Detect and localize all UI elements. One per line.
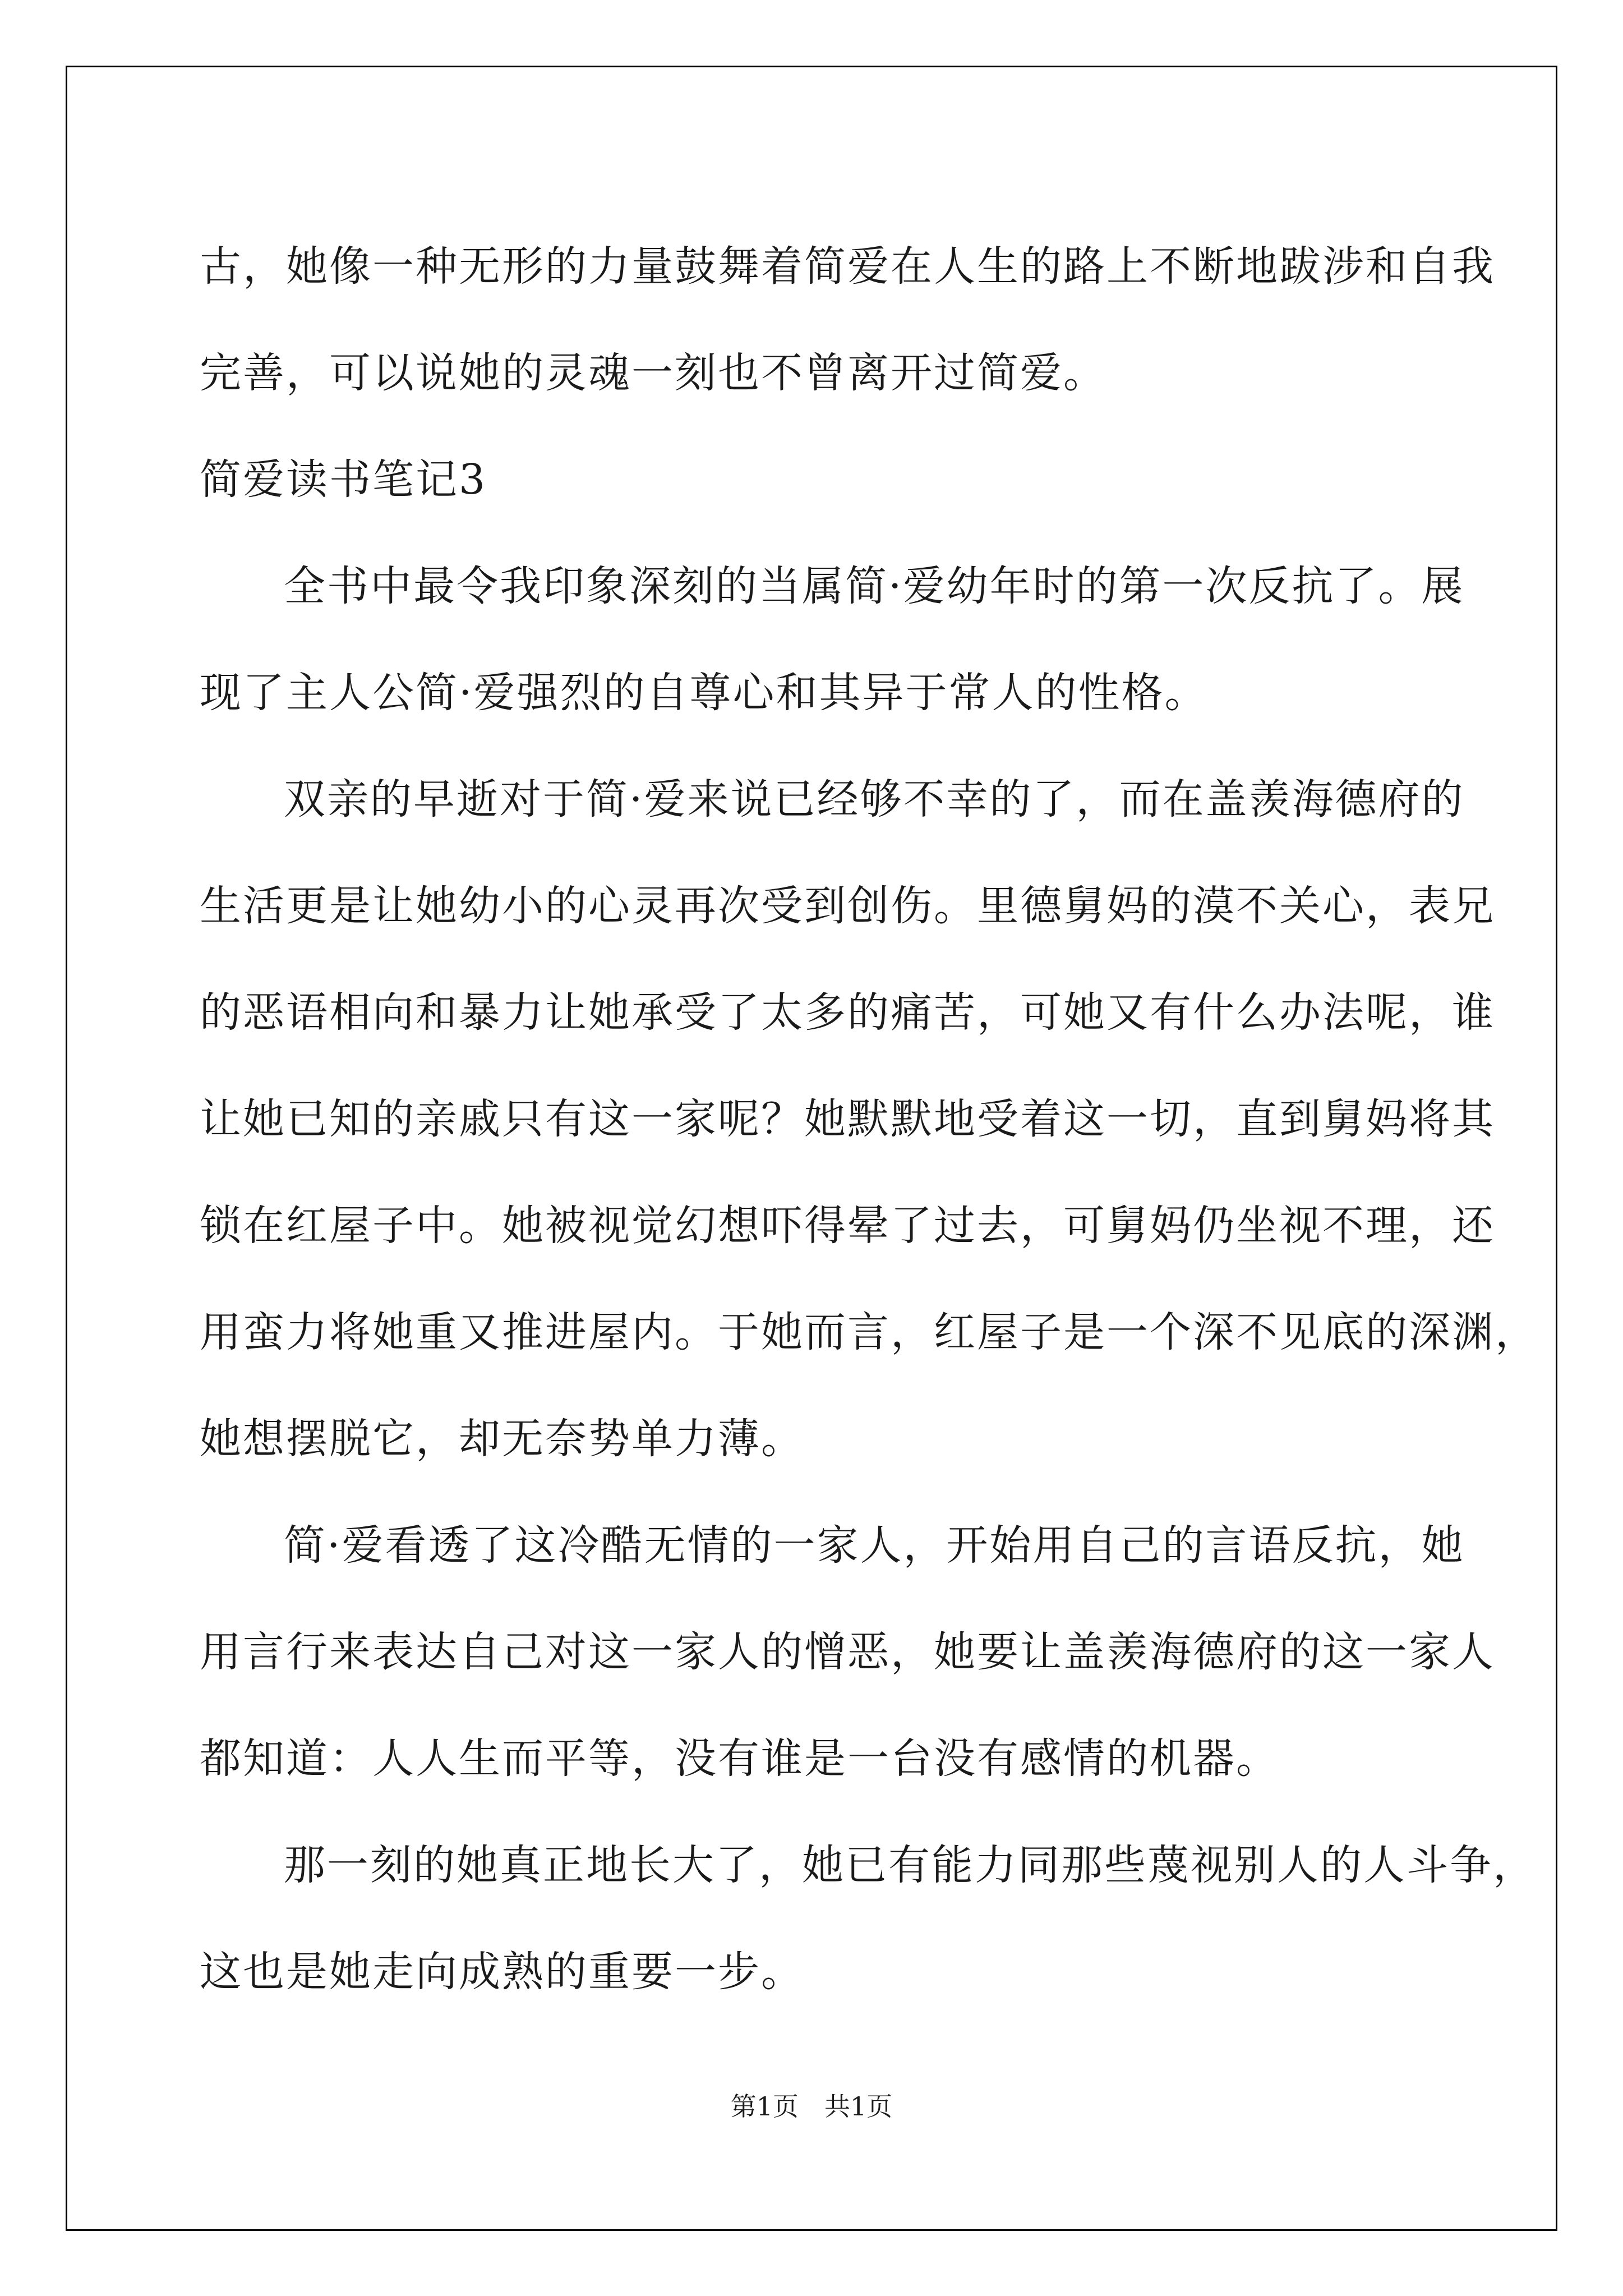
text-line: 让她已知的亲戚只有这一家呢？她默默地受着这一切，直到舅妈将其	[200, 1095, 1495, 1143]
text-line: 用蛮力将她重又推进屋内。于她而言，红屋子是一个深不见底的深渊，	[200, 1308, 1538, 1356]
page-number-footer: 第1页 共1页	[730, 2091, 893, 2122]
text-line: 全书中最令我印象深刻的当属简·爱幼年时的第一次反抗了。展	[284, 562, 1465, 610]
text-line: 生活更是让她幼小的心灵再次受到创伤。里德舅妈的漠不关心，表兄	[200, 882, 1495, 930]
document-body	[200, 213, 1538, 2025]
text-line: 那一刻的她真正地长大了，她已有能力同那些蔑视别人的人斗争，	[284, 1841, 1536, 1889]
text-line: 用言行来表达自己对这一家人的憎恶，她要让盖羡海德府的这一家人	[200, 1628, 1495, 1676]
text-line: 锁在红屋子中。她被视觉幻想吓得晕了过去，可舅妈仍坐视不理，还	[200, 1202, 1495, 1250]
section-heading: 简爱读书笔记3	[200, 455, 487, 504]
text-line: 完善，可以说她的灵魂一刻也不曾离开过简爱。	[200, 349, 1106, 397]
text-line: 的恶语相向和暴力让她承受了太多的痛苦，可她又有什么办法呢，谁	[200, 988, 1495, 1037]
text-line: 这也是她走向成熟的重要一步。	[200, 1948, 804, 1996]
text-line: 现了主人公简·爱强烈的自尊心和其异于常人的性格。	[200, 669, 1208, 717]
text-line: 简·爱看透了这冷酷无情的一家人，开始用自己的言语反抗，她	[284, 1521, 1465, 1570]
text-line: 她想摆脱它，却无奈势单力薄。	[200, 1415, 804, 1463]
text-line: 都知道：人人生而平等，没有谁是一台没有感情的机器。	[200, 1734, 1279, 1783]
text-line: 古，她像一种无形的力量鼓舞着简爱在人生的路上不断地跋涉和自我	[200, 242, 1495, 291]
text-line: 双亲的早逝对于简·爱来说已经够不幸的了，而在盖羡海德府的	[284, 775, 1465, 823]
